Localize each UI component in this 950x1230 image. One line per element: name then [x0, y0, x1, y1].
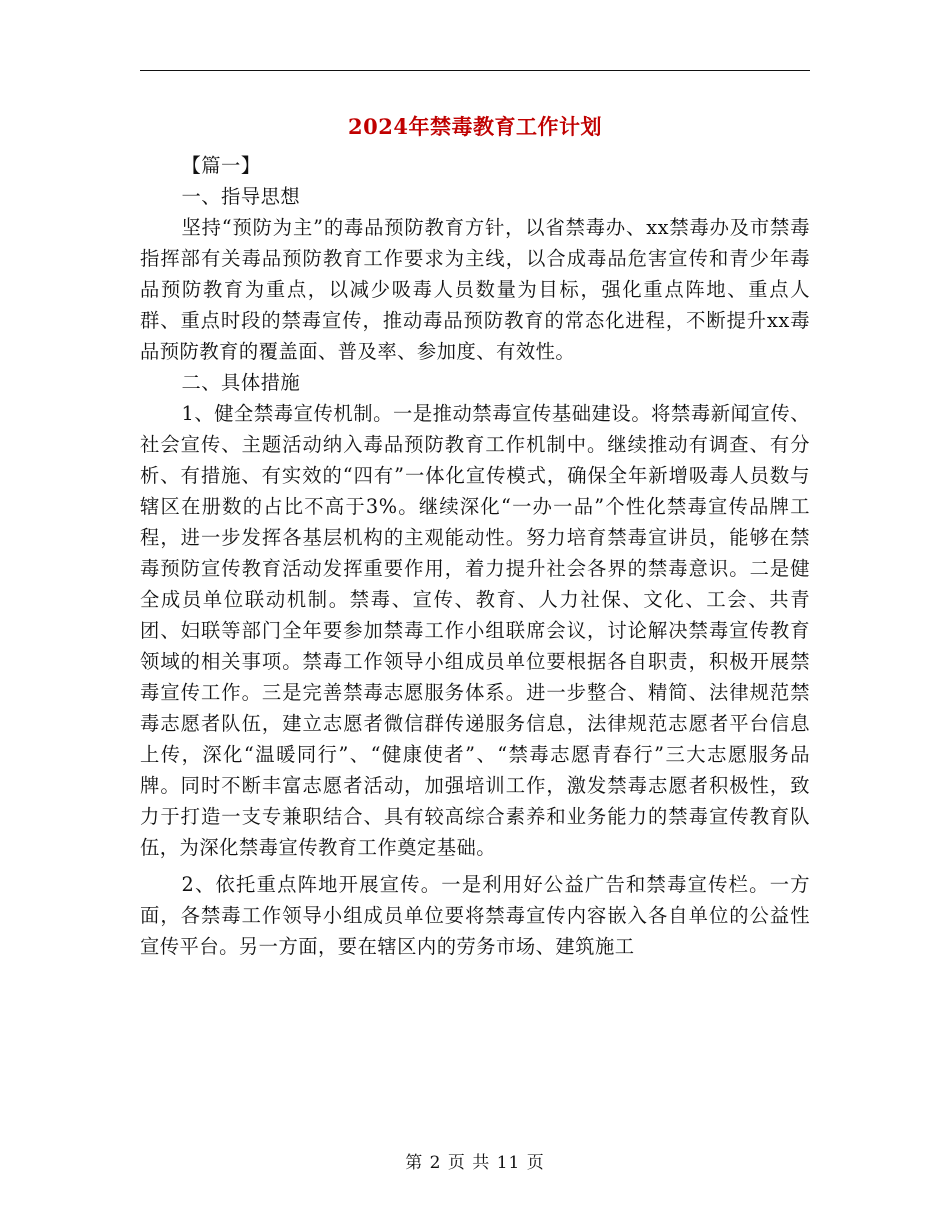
subsection-heading: 一、指导思想: [181, 185, 301, 208]
section-heading: 【篇一】: [181, 154, 261, 177]
document-title: 2024年禁毒教育工作计划: [348, 114, 602, 139]
paragraph: 2、依托重点阵地开展宣传。一是利用好公益广告和禁毒宣传栏。一方面，各禁毒工作领导小组成员单位要将禁毒宣传内容嵌入各自单位的公益性宣传平台。另一方面，要在辖区内的劳务市场、建筑施工: [140, 873, 810, 958]
document-body: [140, 150, 810, 962]
paragraph: 坚持“预防为主”的毒品预防教育方针，以省禁毒办、xx禁毒办及市禁毒指挥部有关毒品预防教育工作要求为主线，以合成毒品危害宣传和青少年毒品预防教育为重点，以减少吸毒人员数量为目标，强化重点阵地、重点人群、重点时段的禁毒宣传，推动毒品预防教育的常态化进程，不断提升xx毒品预防教育的覆盖面、普及率、参加度、有效性。: [140, 216, 810, 363]
paragraph: 1、健全禁毒宣传机制。一是推动禁毒宣传基础建设。将禁毒新闻宣传、社会宣传、主题活动纳入毒品预防教育工作机制中。继续推动有调查、有分析、有措施、有实效的“四有”一体化宣传模式，确保全年新增吸毒人员数与辖区在册数的占比不高于3%。继续深化“一办一品”个性化禁毒宣传品牌工程，进一步发挥各基层机构的主观能动性。努力培育禁毒宣讲员，能够在禁毒预防宣传教育活动发挥重要作用，着力提升社会各界的禁毒意识。二是健全成员单位联动机制。禁毒、宣传、教育、人力社保、文化、工会、共青团、妇联等部门全年要参加禁毒工作小组联席会议，讨论解决禁毒宣传教育领域的相关事项。禁毒工作领导小组成员单位要根据各自职责，积极开展禁毒宣传工作。三是完善禁毒志愿服务体系。进一步整合、精简、法律规范禁毒志愿者队伍，建立志愿者微信群传递服务信息，法律规范志愿者平台信息上传，深化“温暖同行”、“健康使者”、“禁毒志愿青春行”三大志愿服务品牌。同时不断丰富志愿者活动，加强培训工作，激发禁毒志愿者积极性，致力于打造一支专兼职结合、具有较高综合素养和业务能力的禁毒宣传教育队伍，为深化禁毒宣传教育工作奠定基础。: [140, 402, 810, 859]
subsection-heading: 二、具体措施: [181, 371, 301, 394]
page-number: 第 2 页 共 11 页: [405, 1153, 545, 1173]
header-rule: [140, 70, 810, 71]
